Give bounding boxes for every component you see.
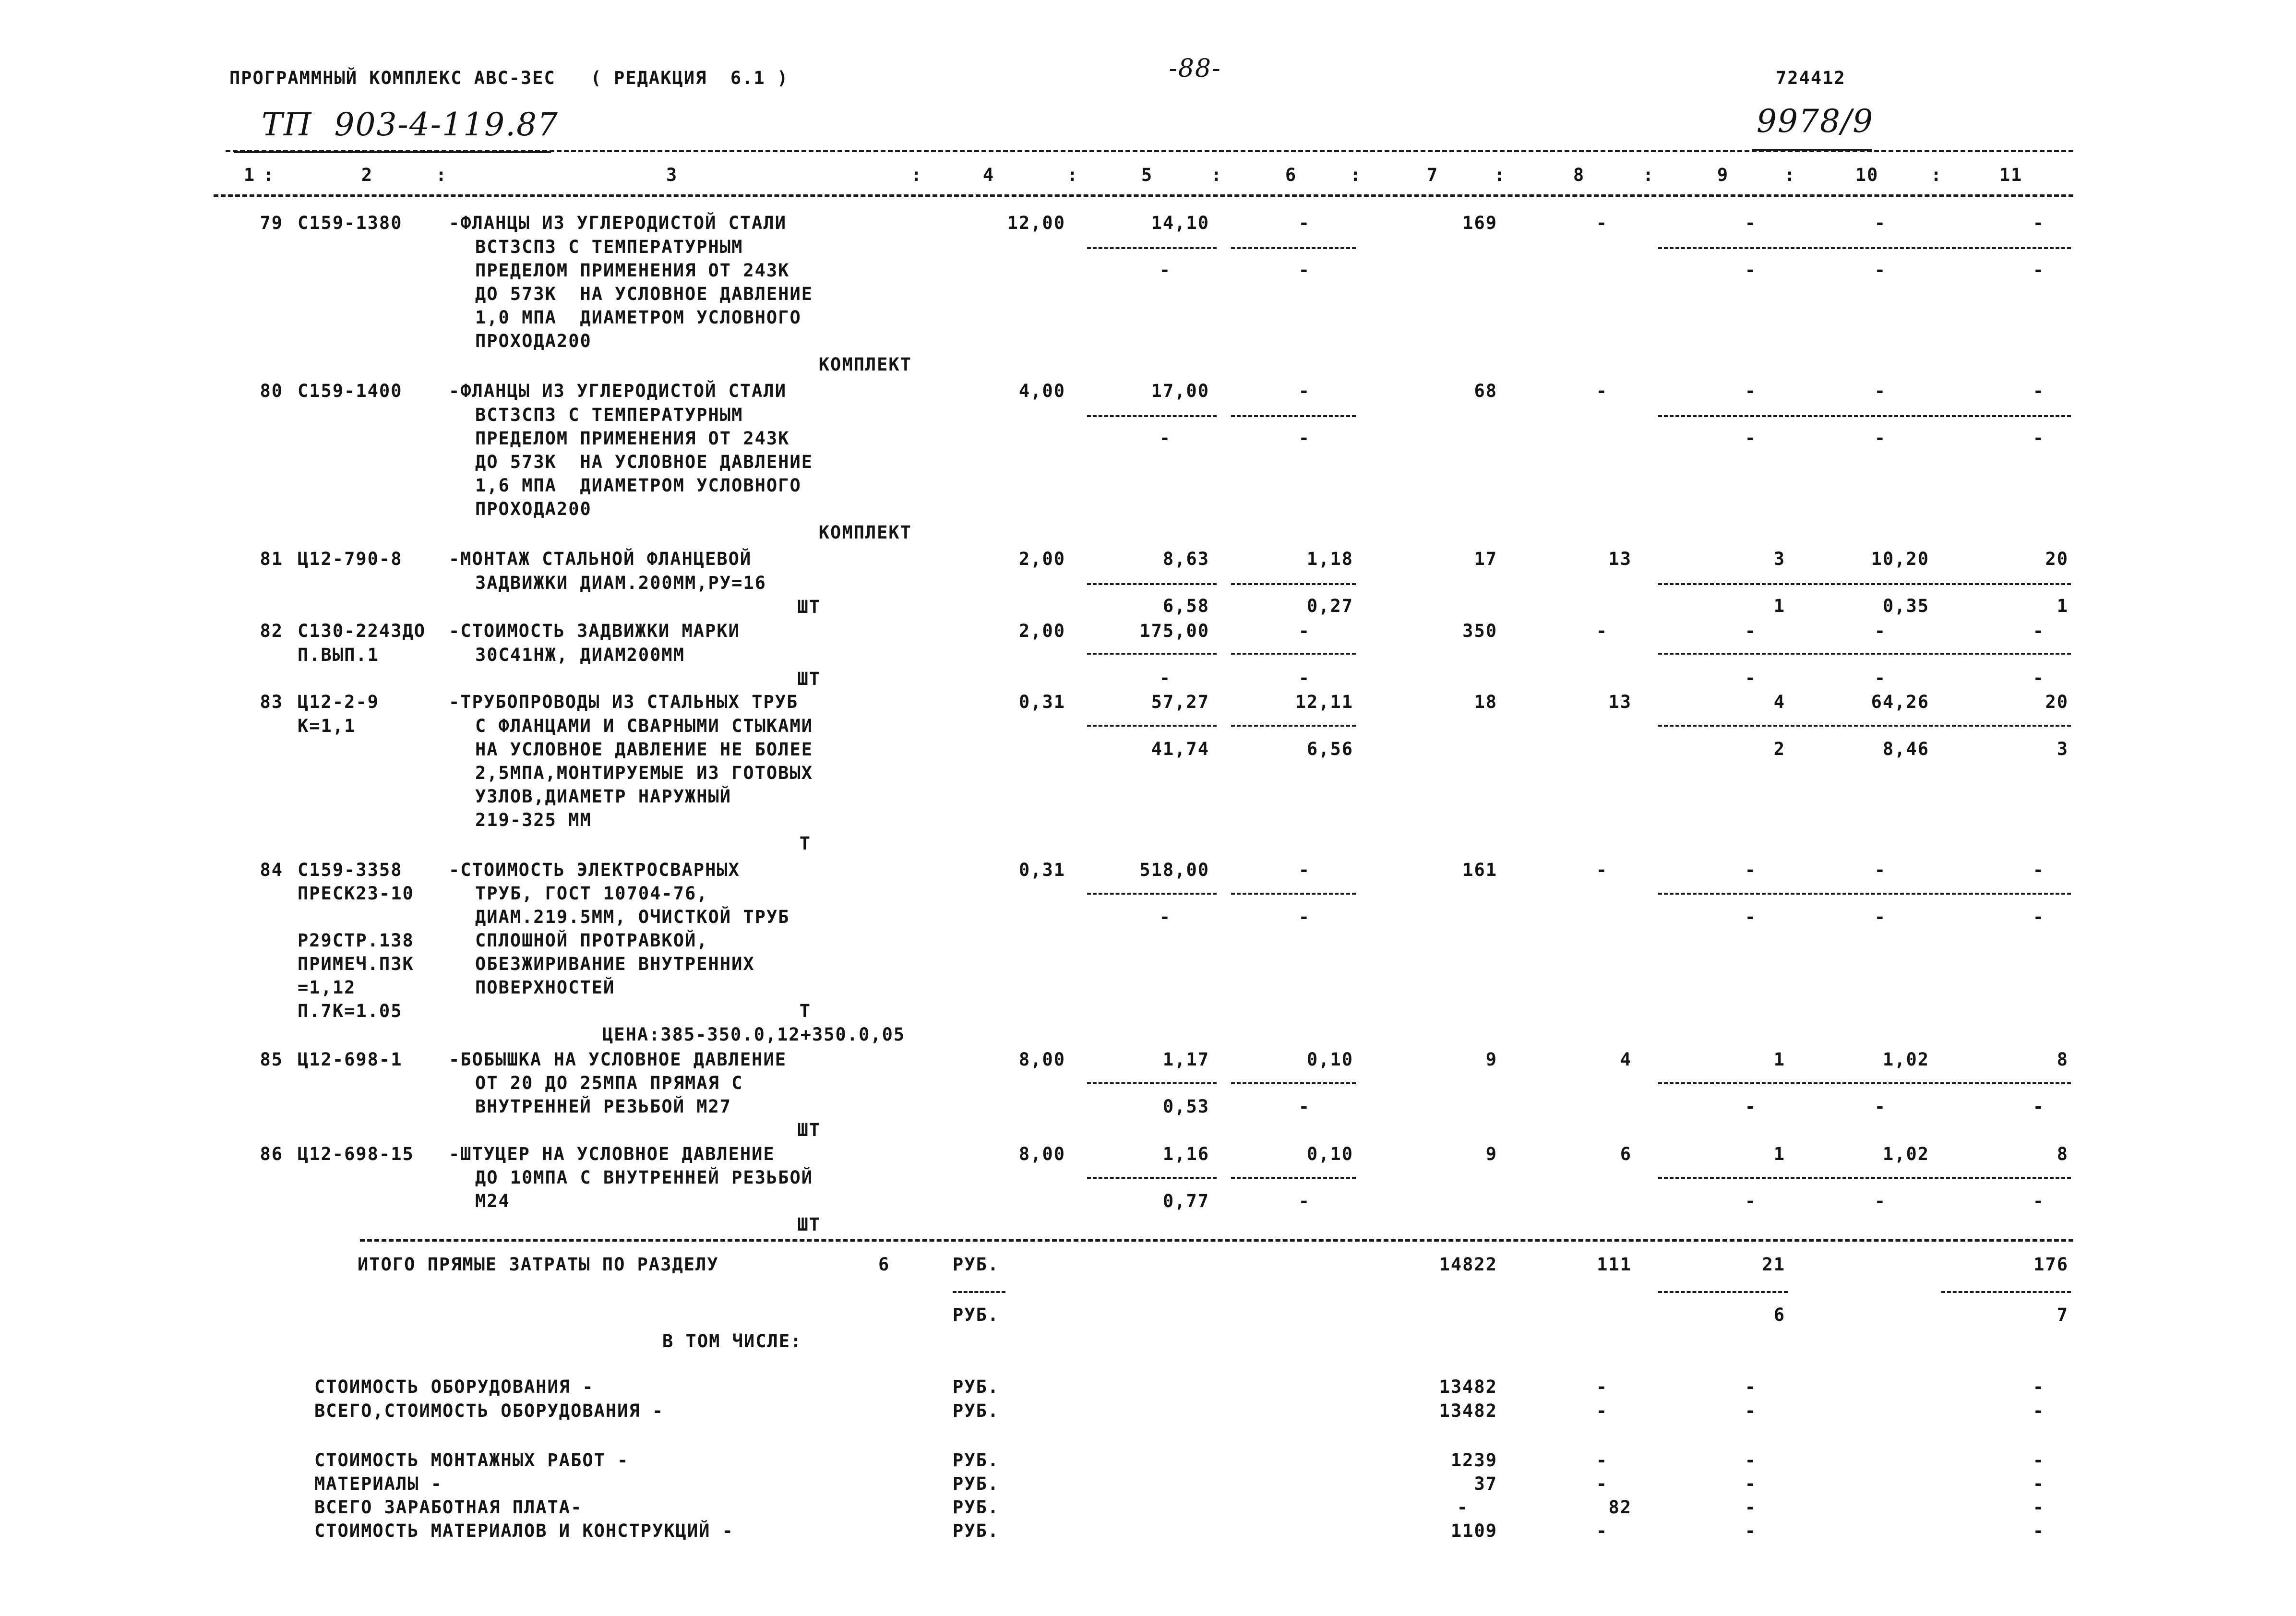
total-unit: РУБ.	[953, 1254, 1000, 1275]
row-description: -ТРУБОПРОВОДЫ ИЗ СТАЛЬНЫХ ТРУБ	[449, 692, 799, 712]
total-rule	[360, 1239, 2073, 1242]
top-rule	[226, 150, 2073, 152]
row-number: 80	[260, 381, 283, 401]
header-rule	[214, 194, 2073, 197]
row-description: -СТОИМОСТЬ ЗАДВИЖКИ МАРКИ	[449, 621, 740, 641]
total-label: ИТОГО ПРЯМЫЕ ЗАТРАТЫ ПО РАЗДЕЛУ	[358, 1254, 719, 1275]
row-unit: КОМПЛЕКТ	[818, 354, 912, 375]
row-description: -СТОИМОСТЬ ЭЛЕКТРОСВАРНЫХ	[449, 860, 740, 880]
handwritten-doc-number: 9978/9	[1757, 103, 1874, 140]
col-5: 5	[1141, 165, 1153, 185]
price-note: ЦЕНА:385-350.0,12+350.0,05	[602, 1024, 906, 1045]
row-description: -ФЛАНЦЫ ИЗ УГЛЕРОДИСТОЙ СТАЛИ	[449, 213, 787, 233]
row-code: Ц12-698-1	[298, 1049, 403, 1070]
program-title: ПРОГРАММНЫЙ КОМПЛЕКС АВС-3ЕС ( РЕДАКЦИЯ 6.1 )	[229, 68, 789, 88]
page-number: -88-	[1169, 54, 1221, 83]
row-unit: Т	[799, 833, 811, 854]
row-number: 79	[260, 213, 283, 233]
row-code: Ц12-790-8	[298, 549, 403, 569]
row-unit: ШТ	[797, 669, 821, 689]
col-9: 9	[1717, 165, 1729, 185]
project-number: ТП 903-4-119.87	[262, 106, 559, 143]
row-quantity: 0,31	[1018, 860, 1065, 880]
total-section-number: 6	[878, 1254, 890, 1275]
row-quantity: 2,00	[1018, 621, 1065, 641]
col-4: 4	[982, 165, 995, 185]
col-3: 3	[666, 165, 678, 185]
row-number: 81	[260, 549, 283, 569]
row-code: С130-2243ДО	[298, 621, 426, 641]
row-quantity: 8,00	[1018, 1049, 1065, 1070]
document-code: 724412	[1776, 68, 1846, 88]
row-code: Ц12-698-15	[298, 1144, 414, 1164]
row-unit: ШТ	[797, 1120, 821, 1140]
col-11: 11	[1999, 165, 2023, 185]
row-number: 82	[260, 621, 283, 641]
row-code: С159-1380	[298, 213, 403, 233]
row-code: Ц12-2-9	[298, 692, 379, 712]
row-unit: Т	[799, 1001, 811, 1021]
row-quantity: 2,00	[1018, 549, 1065, 569]
row-number: 86	[260, 1144, 283, 1164]
row-quantity: 8,00	[1018, 1144, 1065, 1164]
row-quantity: 12,00	[1007, 213, 1065, 233]
row-unit: ШТ	[797, 1214, 821, 1235]
row-code: С159-1400	[298, 381, 403, 401]
row-unit: ШТ	[797, 597, 821, 617]
col-8: 8	[1573, 165, 1585, 185]
col-7: 7	[1426, 165, 1439, 185]
col-6: 6	[1285, 165, 1297, 185]
row-quantity: 4,00	[1018, 381, 1065, 401]
col-2: 2	[361, 165, 373, 185]
row-unit: КОМПЛЕКТ	[818, 522, 912, 543]
row-description: -МОНТАЖ СТАЛЬНОЙ ФЛАНЦЕВОЙ	[449, 549, 752, 569]
row-code: С159-3358	[298, 860, 403, 880]
row-description: -БОБЫШКА НА УСЛОВНОЕ ДАВЛЕНИЕ	[449, 1049, 787, 1070]
row-number: 83	[260, 692, 283, 712]
including-heading: В ТОМ ЧИСЛЕ:	[662, 1331, 802, 1352]
row-quantity: 0,31	[1018, 692, 1065, 712]
row-description: -ШТУЦЕР НА УСЛОВНОЕ ДАВЛЕНИЕ	[449, 1144, 775, 1164]
col-10: 10	[1855, 165, 1879, 185]
row-number: 85	[260, 1049, 283, 1070]
row-description: -ФЛАНЦЫ ИЗ УГЛЕРОДИСТОЙ СТАЛИ	[449, 381, 787, 401]
col-1: 1	[243, 165, 256, 185]
row-number: 84	[260, 860, 283, 880]
